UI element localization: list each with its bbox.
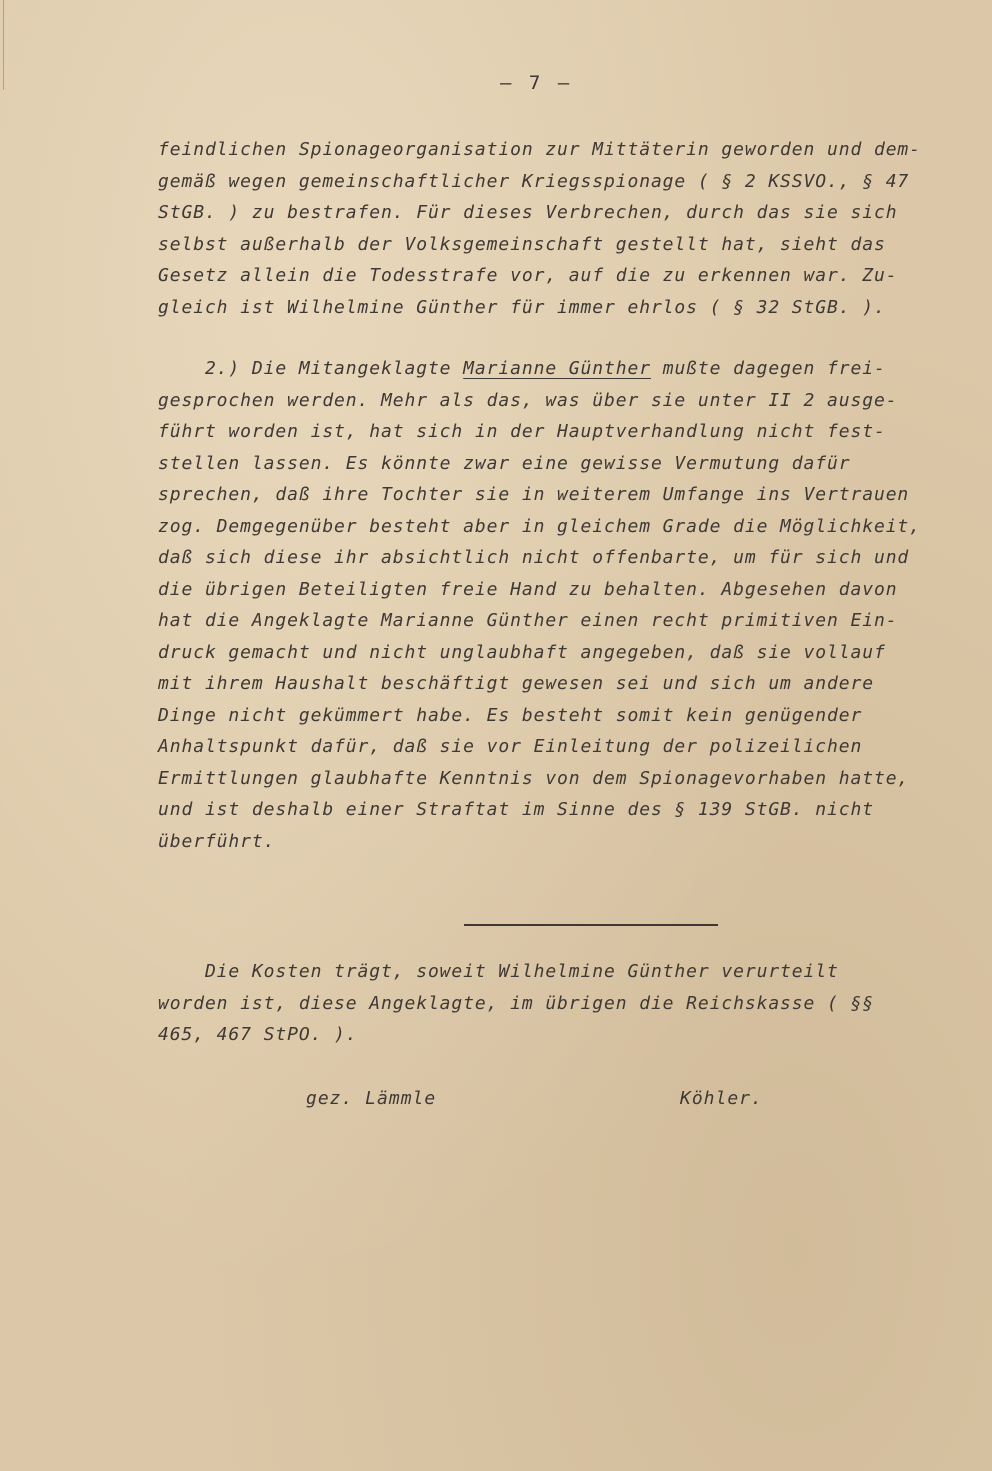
signature-left: gez. Lämmle bbox=[306, 1088, 437, 1109]
text-line: gleich ist Wilhelmine Günther für immer ehrlos ( § 32 StGB. ). bbox=[158, 296, 886, 318]
text-line: StGB. ) zu bestrafen. Für dieses Verbrechen, durch das sie sich bbox=[158, 202, 898, 223]
text-line: führt worden ist, hat sich in der Hauptverhandlung nicht fest- bbox=[158, 421, 886, 442]
text-line: Gesetz allein die Todesstrafe vor, auf die zu erkennen war. Zu- bbox=[158, 265, 898, 286]
text-line: selbst außerhalb der Volksgemeinschaft gestellt hat, sieht das bbox=[158, 233, 886, 255]
text-line: stellen lassen. Es könnte zwar eine gewisse Vermutung dafür bbox=[158, 452, 851, 474]
text-line: Ermittlungen glaubhafte Kenntnis von dem Spionagevorhaben hatte, bbox=[158, 767, 910, 789]
text-fragment: 2.) Die Mitangeklagte bbox=[158, 358, 464, 379]
text-line: feindlichen Spionageorganisation zur Mittäterin geworden und dem- bbox=[158, 139, 921, 160]
text-line: Die Kosten trägt, soweit Wilhelmine Günther verurteilt bbox=[158, 961, 839, 982]
underlined-name: Marianne Günther bbox=[463, 358, 651, 379]
text-fragment: mußte dagegen frei- bbox=[650, 358, 886, 379]
page-number: – 7 – bbox=[500, 72, 573, 94]
page-edge-mark bbox=[3, 0, 4, 90]
text-line: druck gemacht und nicht unglaubhaft angegeben, daß sie vollauf bbox=[158, 641, 886, 663]
text-line: Anhaltspunkt dafür, daß sie vor Einleitung der polizeilichen bbox=[158, 736, 863, 757]
text-line: und ist deshalb einer Straftat im Sinne des § 139 StGB. nicht bbox=[158, 799, 874, 820]
horizontal-rule bbox=[464, 924, 718, 926]
text-line: sprechen, daß ihre Tochter sie in weiterem Umfange ins Vertrauen bbox=[158, 484, 910, 505]
signature-right: Köhler. bbox=[680, 1088, 763, 1109]
paragraph-3 bbox=[158, 956, 988, 1051]
text-line: überführt. bbox=[158, 830, 276, 852]
text-line: daß sich diese ihr absichtlich nicht offenbarte, um für sich und bbox=[158, 547, 910, 568]
text-line: die übrigen Beteiligten freie Hand zu behalten. Abgesehen davon bbox=[158, 578, 898, 600]
text-line: zog. Demgegenüber besteht aber in gleichem Grade die Möglichkeit, bbox=[158, 515, 921, 537]
text-line: gemäß wegen gemeinschaftlicher Kriegsspionage ( § 2 KSSVO., § 47 bbox=[158, 170, 910, 192]
text-line: mit ihrem Haushalt beschäftigt gewesen sei und sich um andere bbox=[158, 673, 874, 694]
text-line: 465, 467 StPO. ). bbox=[158, 1024, 358, 1045]
text-line: Dinge nicht gekümmert habe. Es besteht somit kein genügender bbox=[158, 704, 863, 726]
text-line bbox=[158, 353, 988, 385]
text-line: worden ist, diese Angeklagte, im übrigen die Reichskasse ( §§ bbox=[158, 992, 874, 1014]
paragraph-1 bbox=[158, 134, 988, 323]
text-line: hat die Angeklagte Marianne Günther einen recht primitiven Ein- bbox=[158, 610, 898, 631]
text-line: gesprochen werden. Mehr als das, was über sie unter II 2 ausge- bbox=[158, 389, 898, 411]
paragraph-2 bbox=[158, 353, 988, 857]
